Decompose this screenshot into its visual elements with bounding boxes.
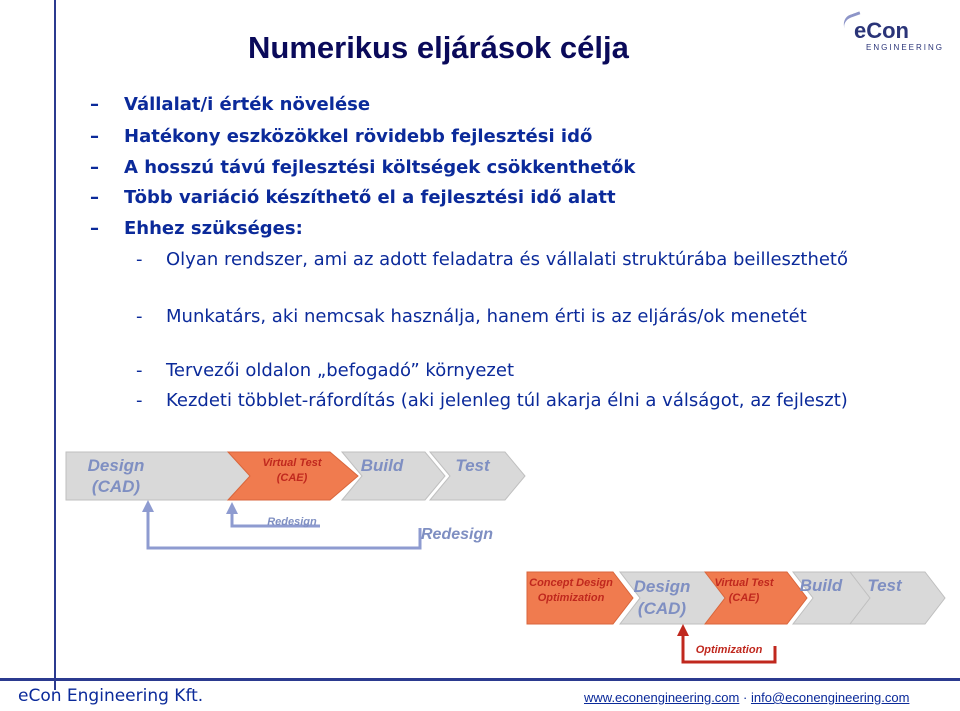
sub-bullet-dash: - (136, 249, 143, 270)
arrowhead-icon (677, 624, 689, 636)
sub-bullet-text: Olyan rendszer, ami az adott feladatra és vállalati struktúrába beilleszthető (166, 249, 848, 270)
build-label: Build (360, 456, 404, 475)
test-label: Test (867, 576, 902, 595)
design-label: Design (CAD) (87, 456, 145, 496)
virtual-test-label: Virtual Test (CAE) (714, 577, 774, 604)
design-label: Design (CAD) (633, 577, 691, 618)
bullet-text: A hosszú távú fejlesztési költségek csökkenthetők (124, 157, 636, 178)
email-link[interactable]: info@econengineering.com (750, 690, 910, 705)
redesign-large-label: Redesign (420, 526, 493, 543)
logo-subtitle: ENGINEERING (866, 43, 945, 52)
website-link[interactable]: www.econengineering.com (584, 690, 740, 705)
sub-bullet-dash: - (136, 390, 143, 411)
test-label: Test (455, 456, 490, 475)
concept-optimization-label: Concept Design Optimization (529, 577, 613, 604)
arrowhead-icon (226, 502, 238, 514)
bullet-dash: – (90, 157, 99, 178)
left-rule (54, 0, 56, 690)
separator: · (743, 690, 748, 705)
bullet-dash: – (90, 187, 99, 208)
sub-bullet-dash: - (136, 306, 143, 327)
sub-bullet-text: Munkatárs, aki nemcsak használja, hanem érti is az eljárás/ok menetét (166, 306, 807, 327)
bullet-text: Hatékony eszközökkel rövidebb fejlesztési idő (124, 126, 593, 147)
footer-rule (0, 678, 960, 681)
page-title: Numerikus eljárások célja (248, 30, 629, 65)
arrowhead-icon (142, 500, 154, 512)
redesign-small-label: Redesign (267, 516, 317, 528)
contact-links (584, 690, 909, 705)
bullet-dash: – (90, 126, 99, 147)
sub-bullet-text: Tervezői oldalon „befogadó” környezet (166, 360, 515, 381)
build-label: Build (799, 576, 843, 595)
sub-bullet-dash: - (136, 360, 143, 381)
virtual-test-label: Virtual Test (CAE) (262, 457, 322, 484)
bullet-text: Ehhez szükséges: (124, 218, 303, 239)
bullet-text: Több variáció készíthető el a fejlesztési idő alatt (124, 187, 616, 208)
bullet-dash: – (90, 218, 99, 239)
optimization-label: Optimization (695, 644, 763, 656)
sub-bullet-text: Kezdeti többlet-ráfordítás (aki jelenleg túl akarja élni a válságot, az fejleszt) (166, 390, 848, 411)
bullet-dash: – (90, 94, 99, 115)
econ-logo (840, 10, 950, 56)
logo-name: eCon (854, 18, 909, 43)
bullet-text: Vállalat/i érték növelése (124, 94, 371, 115)
company-name: eCon Engineering Kft. (18, 686, 204, 706)
